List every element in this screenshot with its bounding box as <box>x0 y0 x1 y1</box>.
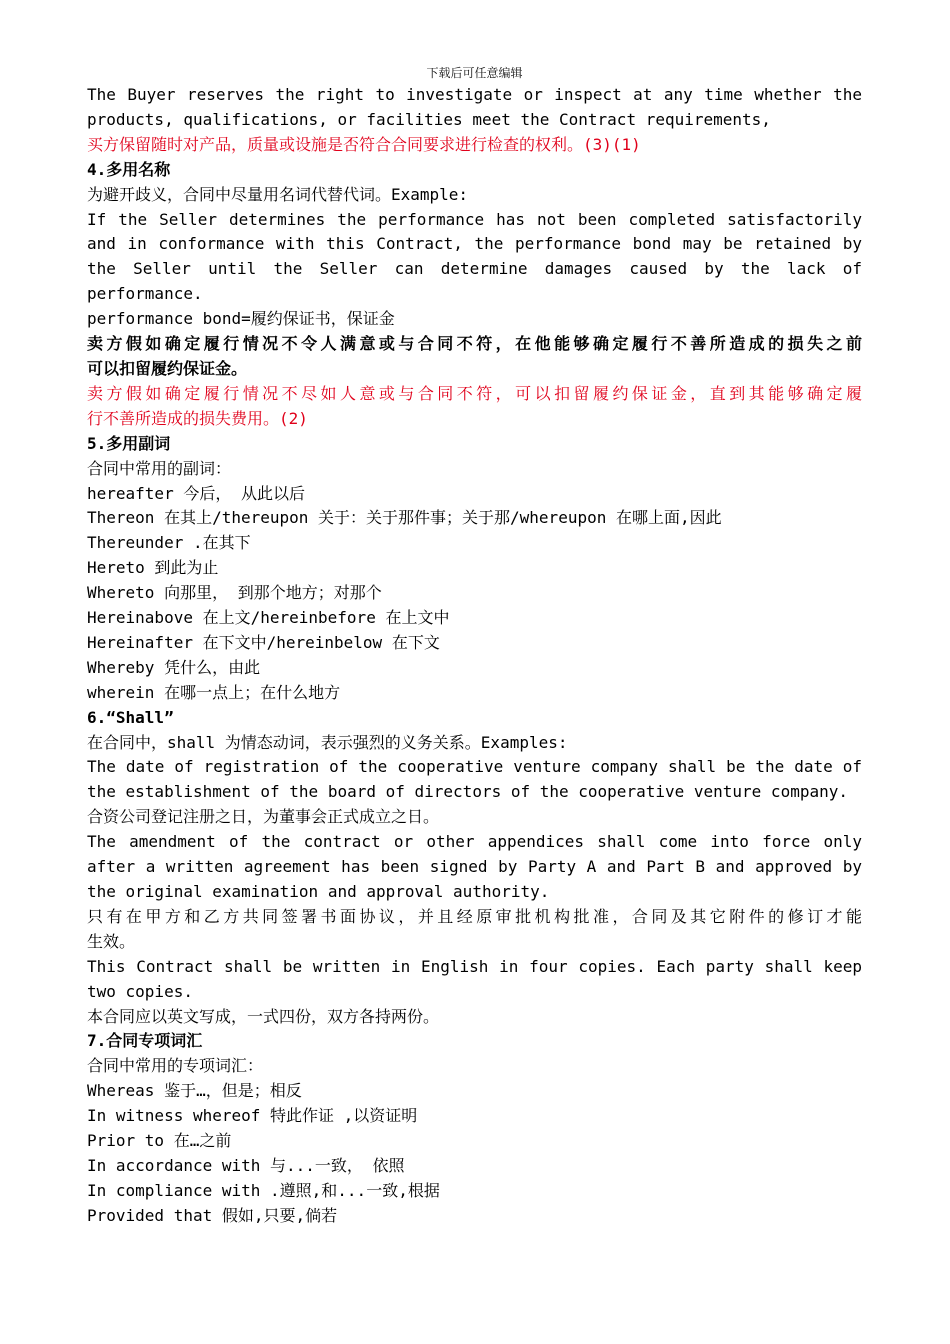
text-line: 生效。 <box>87 931 136 951</box>
text-line: wherein 在哪一点上；在什么地方 <box>87 682 341 702</box>
text-line: Whereto 向那里， 到那个地方；对那个 <box>87 583 382 603</box>
text-line: 卖方假如确定履行情况不尽如人意或与合同不符，可以扣留履约保证金，直到其能够确定履 <box>87 383 862 403</box>
text-line: the establishment of the board of directors of the cooperative venture company. <box>87 782 848 802</box>
text-line: In compliance with .遵照,和...一致,根据 <box>87 1180 440 1200</box>
text-line: after a written agreement has been signed by Party A and Part B and approved by <box>87 857 862 877</box>
text-line: Thereon 在其上/thereupon 关于：关于那件事；关于那/whereupon 在哪上面,因此 <box>87 508 722 528</box>
text-line: and in conformance with this Contract, the performance bond may be retained by <box>87 234 862 254</box>
text-line: The Buyer reserves the right to investigate or inspect at any time whether the <box>87 85 862 104</box>
text-line: 本合同应以英文写成，一式四份，双方各持两份。 <box>87 1006 440 1026</box>
text-line: 只有在甲方和乙方共同签署书面协议，并且经原审批机构批准，合同及其它附件的修订才能 <box>87 906 862 926</box>
text-line: 买方保留随时对产品，质量或设施是否符合合同要求进行检查的权利。(3)(1) <box>87 134 641 154</box>
section-heading: 6.“Shall” <box>87 707 174 727</box>
section-heading: 4.多用名称 <box>87 159 171 179</box>
text-line: 卖方假如确定履行情况不令人满意或与合同不符，在他能够确定履行不善所造成的损失之前 <box>87 334 862 354</box>
text-line: Prior to 在…之前 <box>87 1131 232 1151</box>
text-line: In witness whereof 特此作证 ,以资证明 <box>87 1106 418 1126</box>
text-line: the original examination and approval authority. <box>87 882 550 901</box>
text-line: the Seller until the Seller can determine damages caused by the lack of <box>87 259 862 279</box>
text-line: Hereto 到此为止 <box>87 558 219 578</box>
section-heading: 7.合同专项词汇 <box>87 1031 203 1051</box>
text-line: If the Seller determines the performance has not been completed satisfactorily <box>87 209 862 229</box>
text-line: hereafter 今后， 从此以后 <box>87 483 305 503</box>
text-line: 行不善所造成的损失费用。(2) <box>87 408 308 428</box>
text-line: performance. <box>87 284 203 304</box>
text-line: 在合同中，shall 为情态动词，表示强烈的义务关系。Examples: <box>87 732 568 752</box>
text-line: 可以扣留履约保证金。 <box>87 358 248 378</box>
text-line: 合同中常用的专项词汇： <box>87 1056 264 1076</box>
text-line: Whereby 凭什么，由此 <box>87 657 261 677</box>
text-line: The date of registration of the cooperative venture company shall be the date of <box>87 757 862 777</box>
text-line: 为避开歧义，合同中尽量用名词代替代词。Example: <box>87 184 469 204</box>
text-line: Provided that 假如,只要,倘若 <box>87 1205 338 1225</box>
text-line: This Contract shall be written in English in four copies. Each party shall keep <box>87 956 862 976</box>
text-line: In accordance with 与...一致， 依照 <box>87 1155 405 1175</box>
text-line: 合资公司登记注册之日，为董事会正式成立之日。 <box>87 807 440 827</box>
text-line: The amendment of the contract or other appendices shall come into force only <box>87 832 862 852</box>
text-line: performance bond=履约保证书，保证金 <box>87 309 395 329</box>
document-body <box>87 83 862 1229</box>
section-heading: 5.多用副词 <box>87 433 171 453</box>
text-line: Hereinafter 在下文中/hereinbelow 在下文 <box>87 632 440 652</box>
page-header: 下载后可任意编辑 <box>426 66 523 80</box>
text-line: Thereunder .在其下 <box>87 533 251 553</box>
text-line: 合同中常用的副词： <box>87 458 232 478</box>
text-line: products, qualifications, or facilities meet the Contract requirements, <box>87 109 771 129</box>
text-line: Hereinabove 在上文/hereinbefore 在上文中 <box>87 608 450 628</box>
text-line: two copies. <box>87 981 193 1001</box>
text-line: Whereas 鉴于…，但是；相反 <box>87 1081 302 1101</box>
